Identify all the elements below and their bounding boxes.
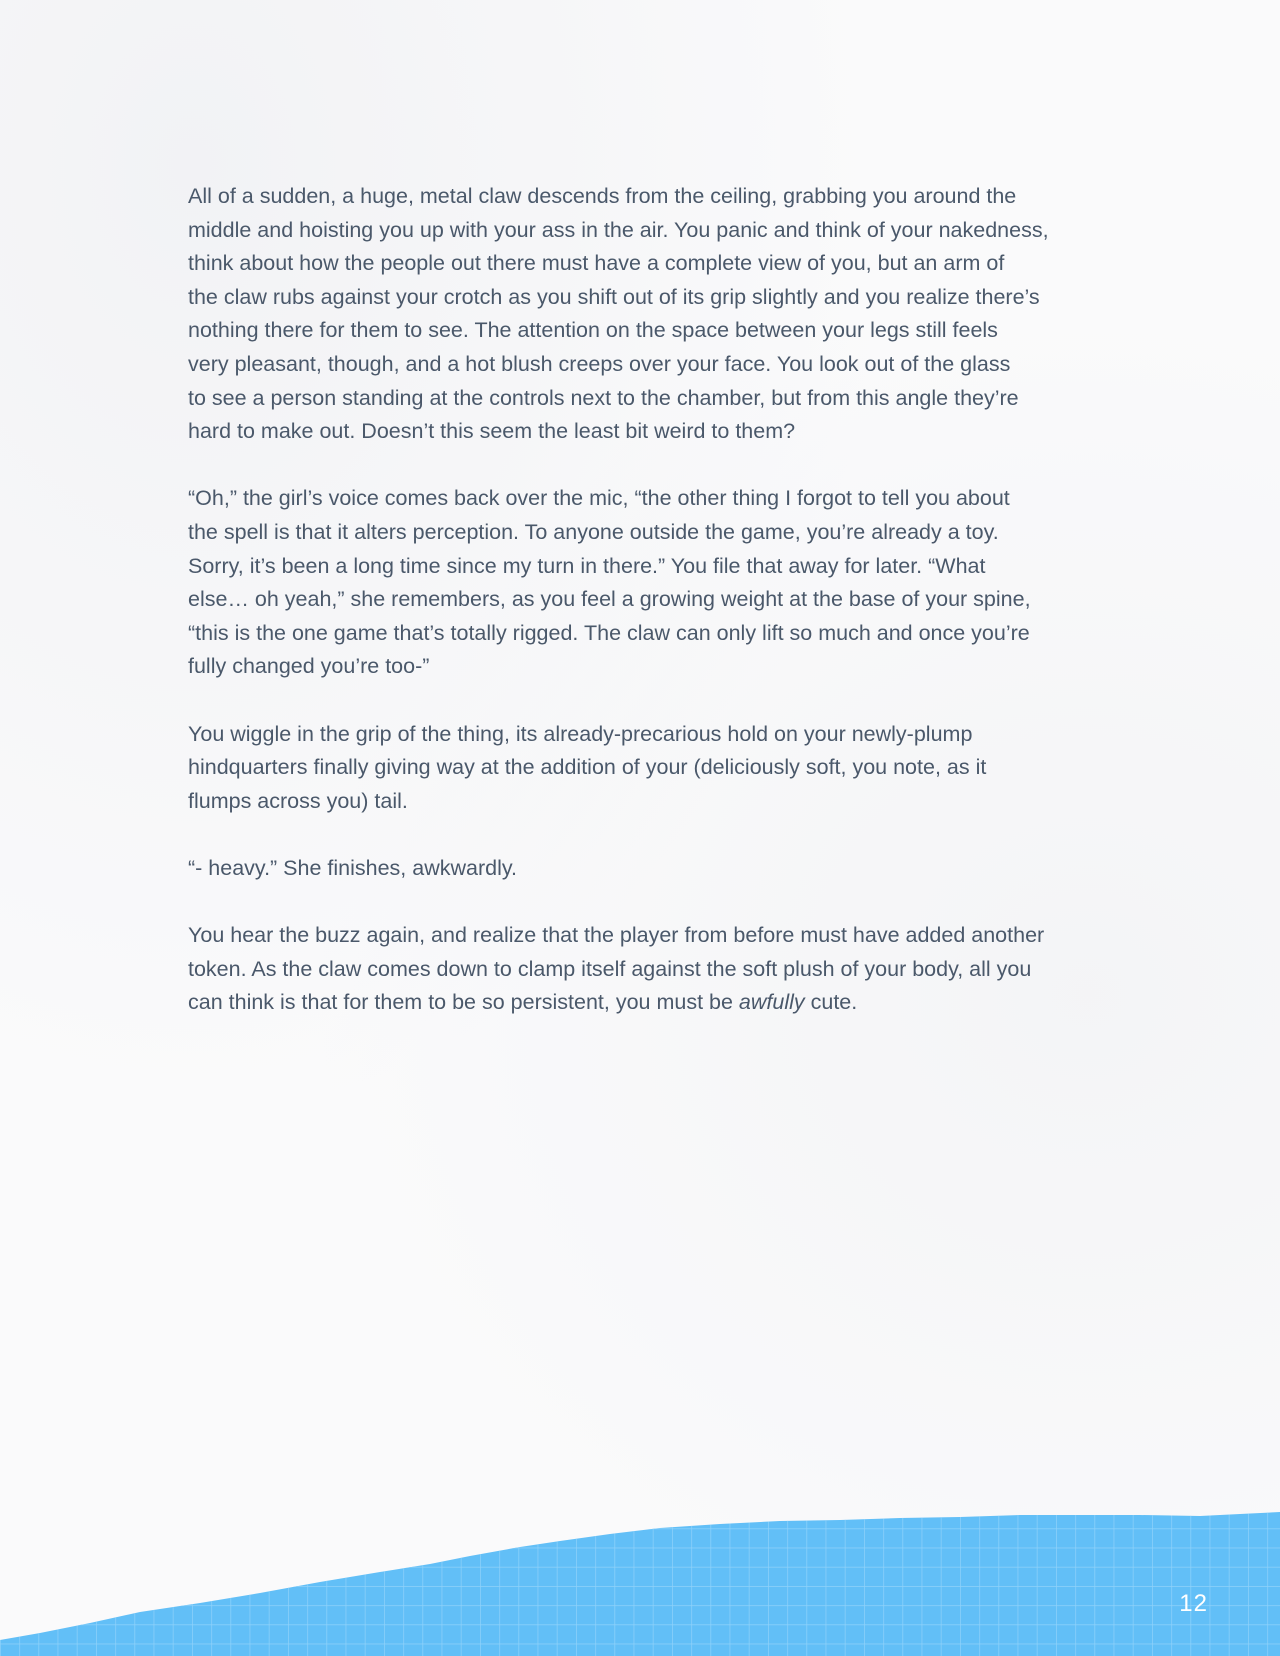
paragraph-5-start: You hear the buzz again, and realize that the player from before must have added another token. As the claw comes down to clamp itself against the soft plush of your body, all you can think is that for them to be so persistent, you must be — [188, 923, 1045, 1015]
paragraph-4: “- heavy.” She finishes, awkwardly. — [188, 855, 517, 880]
paragraph-5 — [188, 919, 1098, 1020]
paragraph-5-end: cute. — [804, 990, 858, 1015]
emphasized-word: awfully — [738, 990, 805, 1015]
paragraph-1: All of a sudden, a huge, metal claw descends from the ceiling, grabbing you around the middle and hoisting you up with your ass in the air. You panic and think of your nakedness, think about how the people out there must have a complete view of you, but an arm of the claw rubs against your crotch as you shift out of its grip slightly and you realize there’s nothing there for them to see. The attention on the space between your legs still feels very pleasant, though, and a hot blush creeps over your face. You look out of the glass to see a person standing at the controls next to the chamber, but from this angle they’re hard to make out. Doesn’t this seem the least bit weird to them? — [188, 184, 1049, 444]
paragraph-3: You wiggle in the grip of the thing, its already-precarious hold on your newly-plump hindquarters finally giving way at the addition of your (deliciously soft, you note, as it flumps across you) tail. — [188, 721, 987, 813]
torn-paper-grid-band — [0, 1490, 1280, 1656]
body-text — [188, 180, 1098, 1053]
page-number: 12 — [1179, 1590, 1208, 1617]
paragraph-2: “Oh,” the girl’s voice comes back over the mic, “the other thing I forgot to tell you about the spell is that it alters perception. To anyone outside the game, you’re already a toy. Sorry, it’s been a long time since my turn in there.” You file that away for later. “What else… oh yeah,” she remembers, as you feel a growing weight at the base of your spine, “this is the one game that’s totally rigged. The claw can only lift so much and once you’re fully changed you’re too-” — [188, 486, 1031, 679]
